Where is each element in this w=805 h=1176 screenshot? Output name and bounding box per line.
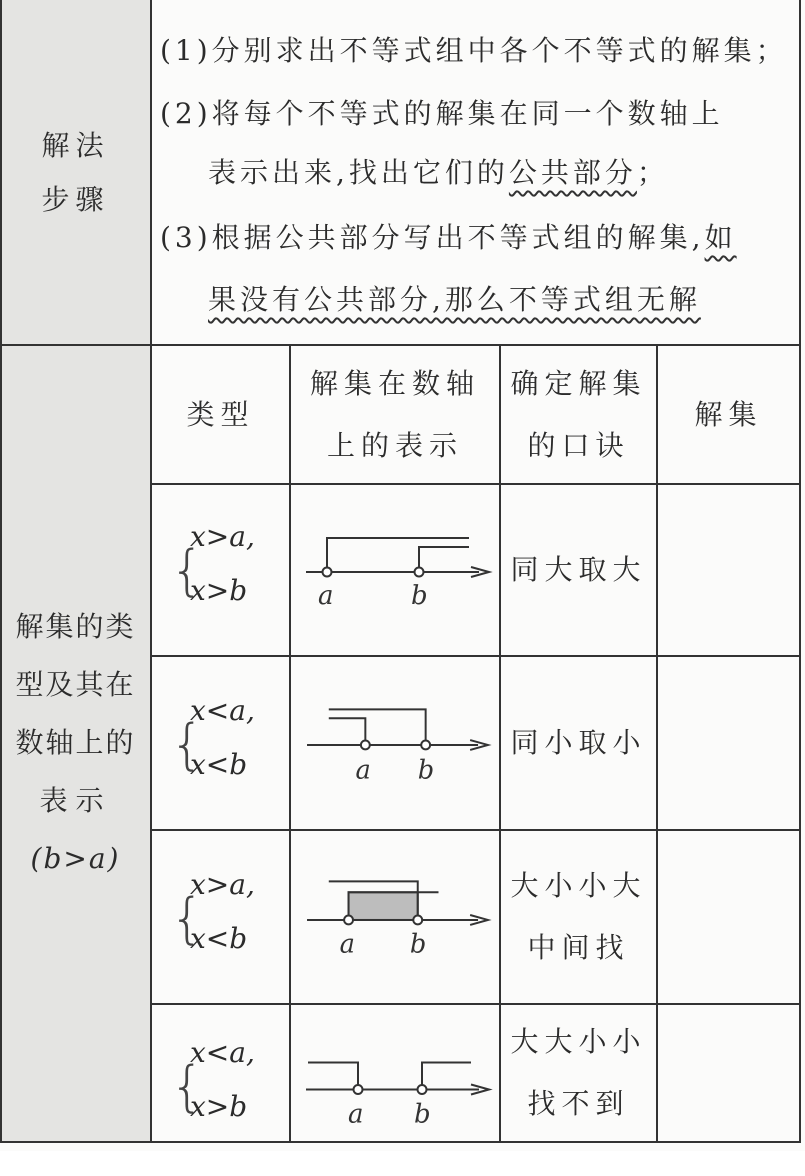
brace-icon: { (170, 1055, 205, 1118)
brace-icon: { (170, 887, 205, 950)
inequality-system-row-3: { x>a, x<b (162, 864, 288, 974)
header-type: 类型 (186, 397, 255, 431)
step-3-line-2: 果没有公共部分,那么不等式组无解 (208, 283, 701, 316)
brace-icon: { (170, 713, 205, 776)
label-a: a (348, 1099, 364, 1130)
label-b: b (414, 1099, 431, 1130)
method-label-line: 解法 (41, 128, 110, 162)
label-a: a (339, 929, 355, 960)
types-label-line: 数轴上的 (15, 726, 136, 759)
types-label-line: 表示 (39, 784, 112, 817)
label-a: a (355, 755, 371, 786)
common-part-emphasis: 公共部分 (508, 156, 637, 189)
header-rule: 确定解集 的口诀 (510, 366, 647, 462)
rule-row-4: 大大小小 找不到 (510, 1024, 647, 1120)
types-label-line: 型及其在 (15, 668, 136, 701)
no-solution-emphasis-start: 如 (704, 221, 737, 254)
inequality-system-row-1: { x>a, x>b (162, 516, 288, 626)
label-b: b (417, 755, 435, 786)
types-label-condition: (b>a) (30, 842, 121, 875)
inequality-system-row-4: { x<a, x>b (162, 1032, 288, 1142)
label-b: b (411, 581, 428, 611)
label-a: a (318, 581, 334, 611)
header-numline: 解集在数轴 上的表示 (309, 366, 480, 462)
rule-row-3: 大小小大 中间找 (510, 869, 647, 964)
step-1: (1)分别求出不等式组中各个不等式的解集； (160, 34, 788, 67)
step-2-line-1: (2)将每个不等式的解集在同一个数轴上 (160, 97, 724, 130)
label-b: b (409, 929, 427, 960)
brace-icon: { (170, 539, 205, 602)
inequality-system-row-2: { x<a, x<b (162, 690, 288, 800)
method-label-line: 步骤 (41, 182, 110, 216)
step-3-line-1: (3)根据公共部分写出不等式组的解集,如 (160, 221, 737, 254)
step-2-line-2: 表示出来,找出它们的公共部分； (208, 156, 669, 189)
types-label-line: 解集的类 (15, 610, 136, 643)
rule-row-1: 同大取大 (510, 553, 647, 586)
rule-row-2: 同小取小 (510, 726, 647, 759)
header-solution: 解集 (694, 397, 763, 431)
